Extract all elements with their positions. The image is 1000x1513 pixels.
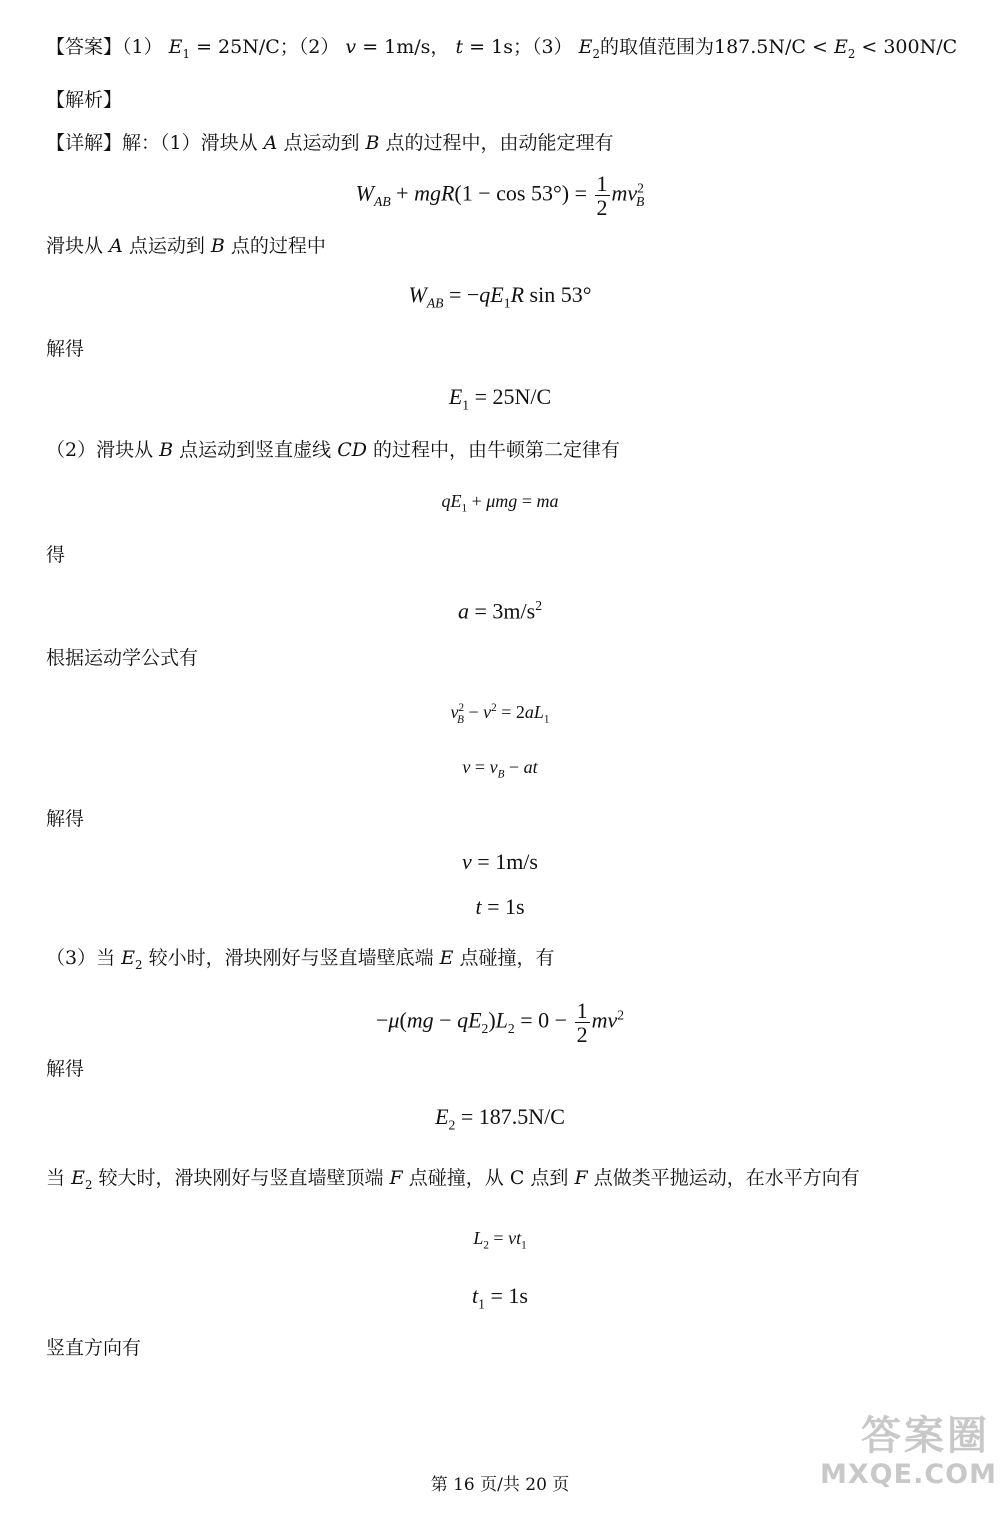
answer-line: 【答案】（1） $E_1 = 25N/C$；（2） v = 1m/s， t = 1s；（3） $E_2$的取值范围为$187.5N/C < E_2 < 300N/C$ bbox=[46, 36, 958, 61]
answer-v: 1m/s bbox=[384, 36, 431, 58]
equation-newton: $qE_1 + \mu mg$ = ma bbox=[441, 491, 559, 515]
part-4-line: 当 $E_2$ 较大时，滑块刚好与竖直墙壁顶端 F 点碰撞，从 C 点到 F 点做类平抛运动，在水平方向有 bbox=[46, 1167, 860, 1192]
equation-kin-2: $v = v_B$ − at bbox=[462, 757, 538, 781]
kinematics-line: 根据运动学公式有 bbox=[46, 647, 199, 669]
answer-range-lo: 187.5N/C bbox=[714, 36, 806, 58]
equation-e2: $E_2 = 187.5N/C$ bbox=[435, 1104, 565, 1133]
answer-range-hi: 300N/C bbox=[883, 36, 958, 58]
part-3-line: （3）当 $E_2$ 较小时，滑块刚好与竖直墙壁底端 E 点碰撞，有 bbox=[46, 947, 555, 972]
detail-tag: 【详解】 bbox=[46, 132, 123, 154]
equation-horizontal: $L_2 = vt_1$ bbox=[473, 1228, 527, 1252]
page-footer: 第 16 页/共 20 页 bbox=[430, 1475, 570, 1495]
equation-e1: $E_1 = 25N/C$ bbox=[448, 384, 552, 413]
watermark bbox=[820, 1413, 997, 1505]
text-line-2: 滑块从 A 点运动到 B 点的过程中 bbox=[46, 235, 326, 257]
equation-a: $a = 3m/s^2$ bbox=[457, 598, 543, 624]
equation-v: v = 1m/s bbox=[462, 849, 538, 874]
part-2-line: （2）滑块从 B 点运动到竖直虚线 CD 的过程中，由牛顿第二定律有 bbox=[46, 439, 621, 461]
analysis-tag: 【解析】 bbox=[46, 89, 123, 111]
de-line: 得 bbox=[46, 544, 66, 566]
solve-1: 解得 bbox=[46, 338, 85, 360]
watermark-url: MXQE.COM bbox=[820, 1459, 997, 1490]
equation-t: t = 1s bbox=[475, 894, 525, 919]
detail-line: 【详解】解：（1）滑块从 A 点运动到 B 点的过程中，由动能定理有 bbox=[46, 132, 614, 154]
equation-t1: $t_1 = 1s$ bbox=[472, 1283, 528, 1312]
watermark-logo: 答案圈 bbox=[861, 1413, 990, 1459]
vertical-line: 竖直方向有 bbox=[46, 1337, 142, 1359]
equation-friction: $-\mu(mg - qE_2)L_2 = 0$ − $\frac{1}{2}$ $mv^2$ bbox=[375, 998, 625, 1048]
solve-3: 解得 bbox=[46, 1058, 85, 1080]
answer-e1: 25N/C bbox=[218, 36, 280, 58]
answer-t: 1s bbox=[491, 36, 513, 58]
equation-kin-1: $v^2_B - v^2 = 2aL_1$ bbox=[450, 702, 550, 726]
solve-2: 解得 bbox=[46, 808, 85, 830]
equation-energy: $W_{AB} + mgR(1 - \cos 53^\circ)$ = $\frac{1}{2}$ $mv^2_B$ bbox=[355, 171, 645, 221]
answer-tag: 【答案】 bbox=[46, 36, 123, 58]
equation-work: $W_{AB} = -qE_1R$ sin 53° bbox=[408, 282, 592, 311]
